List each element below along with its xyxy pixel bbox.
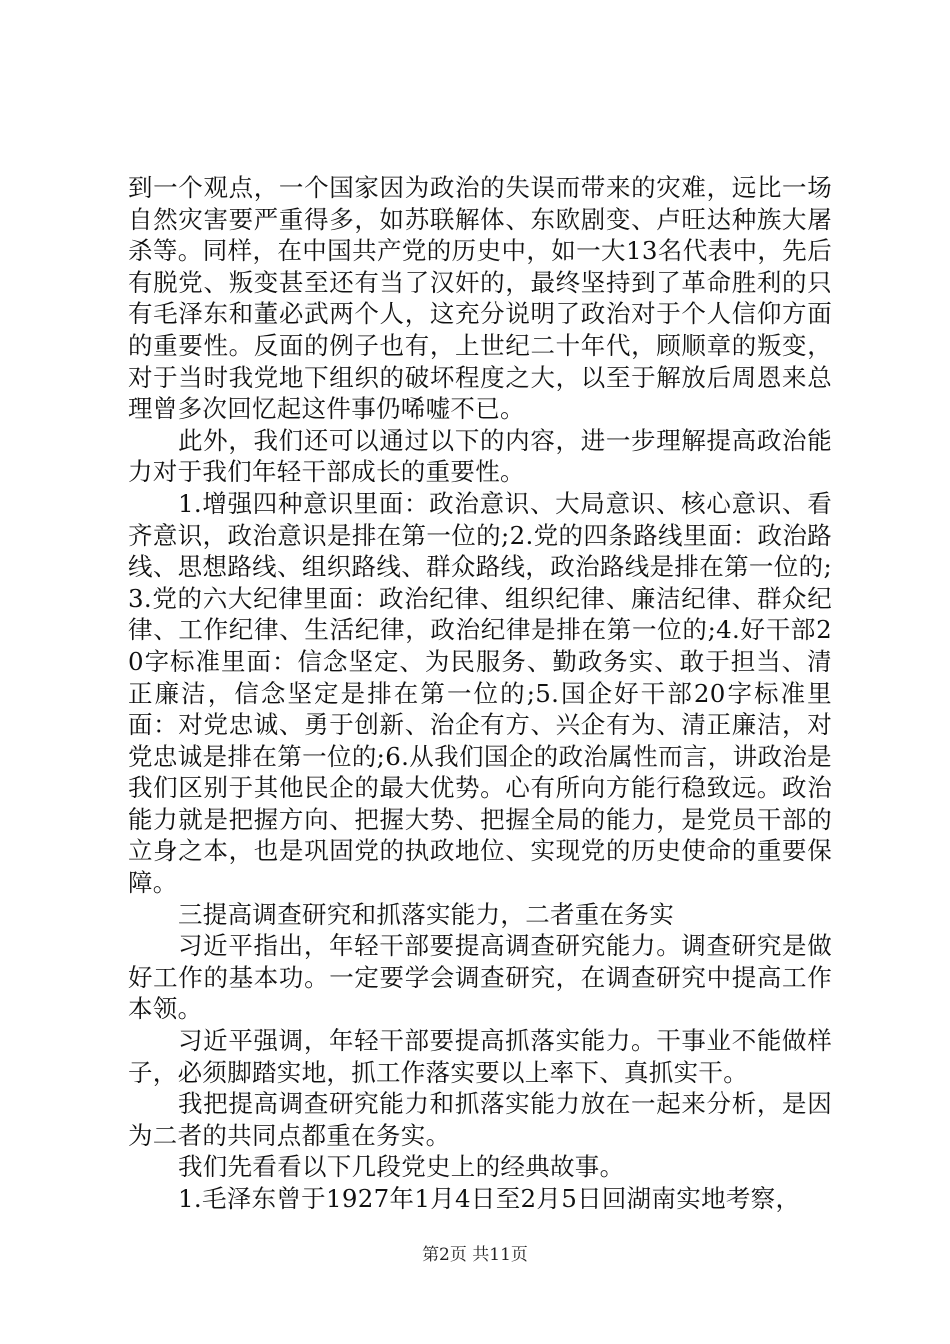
paragraph-stories-intro: 我们先看看以下几段党史上的经典故事。	[178, 1152, 625, 1182]
paragraph-research: 习近平指出，年轻干部要提高调查研究能力。调查研究是做好工作的基本功。一定要学会调查研究，在调查研究中提高工作本领。	[128, 931, 832, 1024]
paragraph-numbered-list: 1.增强四种意识里面：政治意识、大局意识、核心意识、看齐意识，政治意识是排在第一位的;2.党的四条路线里面：政治路线、思想路线、组织路线、群众路线，政治路线是排在第一位的;3.党的六大纪律里面：政治纪律、组织纪律、廉洁纪律、群众纪律、工作纪律、生活纪律，政治纪律是排在第一位的;4.好干部20字标准里面：信念坚定、为民服务、勤政务实、敢于担当、清正廉洁，信念坚定是排在第一位的;5.国企好干部20字标准里面：对党忠诚、勇于创新、治企有方、兴企有为、清正廉洁，对党忠诚是排在第一位的;6.从我们国企的政治属性而言，讲政治是我们区别于其他民企的最大优势。心有所向方能行稳致远。政治能力就是把握方向、把握大势、把握全局的能力，是党员干部的立身之本，也是巩固党的执政地位、实现党的历史使命的重要保障。	[128, 488, 832, 898]
section-heading: 三提高调查研究和抓落实能力，二者重在务实	[178, 899, 674, 929]
document-body	[128, 172, 832, 1215]
page-footer: 第2页 共11页	[422, 1245, 528, 1265]
paragraph-story-1: 1.毛泽东曾于1927年1月4日至2月5日回湖南实地考察，	[178, 1184, 801, 1213]
paragraph-continued: 到一个观点，一个国家因为政治的失误而带来的灾难，远比一场自然灾害要严重得多，如苏联解体、东欧剧变、卢旺达种族大屠杀等。同样，在中国共产党的历史中，如一大13名代表中，先后有脱党、叛变甚至还有当了汉奸的，最终坚持到了革命胜利的只有毛泽东和董必武两个人，这充分说明了政治对于个人信仰方面的重要性。反面的例子也有，上世纪二十年代，顾顺章的叛变，对于当时我党地下组织的破坏程度之大，以至于解放后周恩来总理曾多次回忆起这件事仍唏嘘不已。	[128, 173, 832, 424]
paragraph-implementation: 习近平强调，年轻干部要提高抓落实能力。干事业不能做样子，必须脚踏实地，抓工作落实要以上率下、真抓实干。	[128, 1026, 832, 1087]
paragraph-analysis: 我把提高调查研究能力和抓落实能力放在一起来分析，是因为二者的共同点都重在务实。	[128, 1089, 832, 1150]
paragraph-political-ability: 此外，我们还可以通过以下的内容，进一步理解提高政治能力对于我们年轻干部成长的重要性。	[128, 425, 832, 487]
